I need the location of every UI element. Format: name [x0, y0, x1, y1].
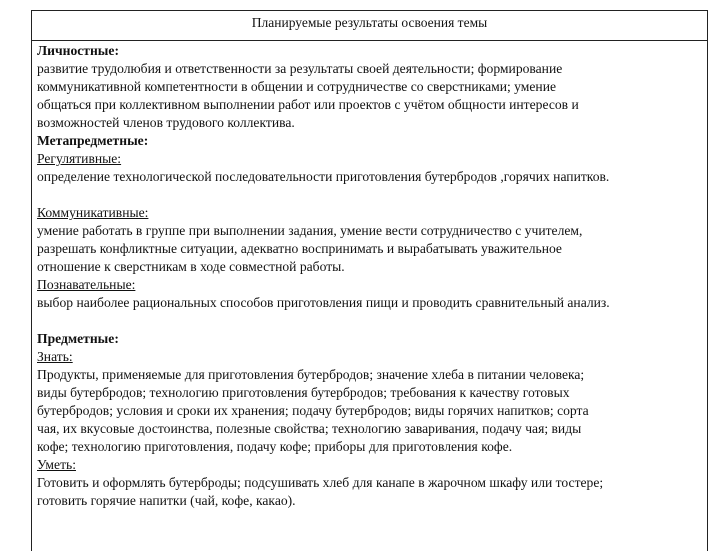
text-line: развитие трудолюбия и ответственности за результаты своей деятельности; формирование: [37, 61, 563, 76]
text-line: возможностей членов трудового коллектива.: [37, 115, 295, 130]
table-title: Планируемые результаты освоения темы: [251, 15, 488, 30]
text-line: [37, 186, 707, 204]
text-line: виды бутербродов; технологию приготовления бутербродов; требования к качеству готовых: [37, 385, 570, 400]
text-line: разрешать конфликтные ситуации, адекватно воспринимать и вырабатывать уважительное: [37, 241, 562, 256]
text-line: умение работать в группе при выполнении задания, умение вести сотрудничество с учителем,: [37, 223, 583, 238]
text-line: Продукты, применяемые для приготовления бутербродов; значение хлеба в питании человека;: [37, 367, 585, 382]
text-line: выбор наиболее рациональных способов приготовления пищи и проводить сравнительный анализ.: [37, 295, 610, 310]
text-line: общаться при коллективном выполнении работ или проектов с учётом общности интересов и: [37, 97, 579, 112]
text-line: определение технологической последовательности приготовления бутербродов ,горячих напитков.: [37, 169, 610, 184]
subsection-heading: Познавательные:: [37, 277, 136, 292]
table-body: [32, 41, 707, 510]
section-heading: Метапредметные:: [37, 133, 149, 148]
text-line: кофе; технологию приготовления, подачу кофе; приборы для приготовления кофе.: [37, 439, 513, 454]
text-line: [37, 312, 707, 330]
text-line: отношение к сверстникам в ходе совместной работы.: [37, 259, 345, 274]
section-heading: Предметные:: [37, 331, 119, 346]
text-line: Готовить и оформлять бутерброды; подсушивать хлеб для канапе в жарочном шкафу или тостере;: [37, 475, 604, 490]
table-header: [32, 11, 707, 41]
subsection-heading: Коммуникативные:: [37, 205, 149, 220]
text-line: коммуникативной компетентности в общении и сотрудничестве со сверстниками; умение: [37, 79, 557, 94]
text-line: бутербродов; условия и сроки их хранения; подачу бутербродов; виды горячих напитков; сорта: [37, 403, 589, 418]
text-line: готовить горячие напитки (чай, кофе, какао).: [37, 493, 296, 508]
subsection-heading: Уметь:: [37, 457, 76, 472]
text-line: чая, их вкусовые достоинства, полезные свойства; технологию заваривания, подачу чая; виды: [37, 421, 582, 436]
results-table: [31, 10, 708, 551]
subsection-heading: Знать:: [37, 349, 73, 364]
section-heading: Личностные:: [37, 43, 119, 58]
subsection-heading: Регулятивные:: [37, 151, 122, 166]
